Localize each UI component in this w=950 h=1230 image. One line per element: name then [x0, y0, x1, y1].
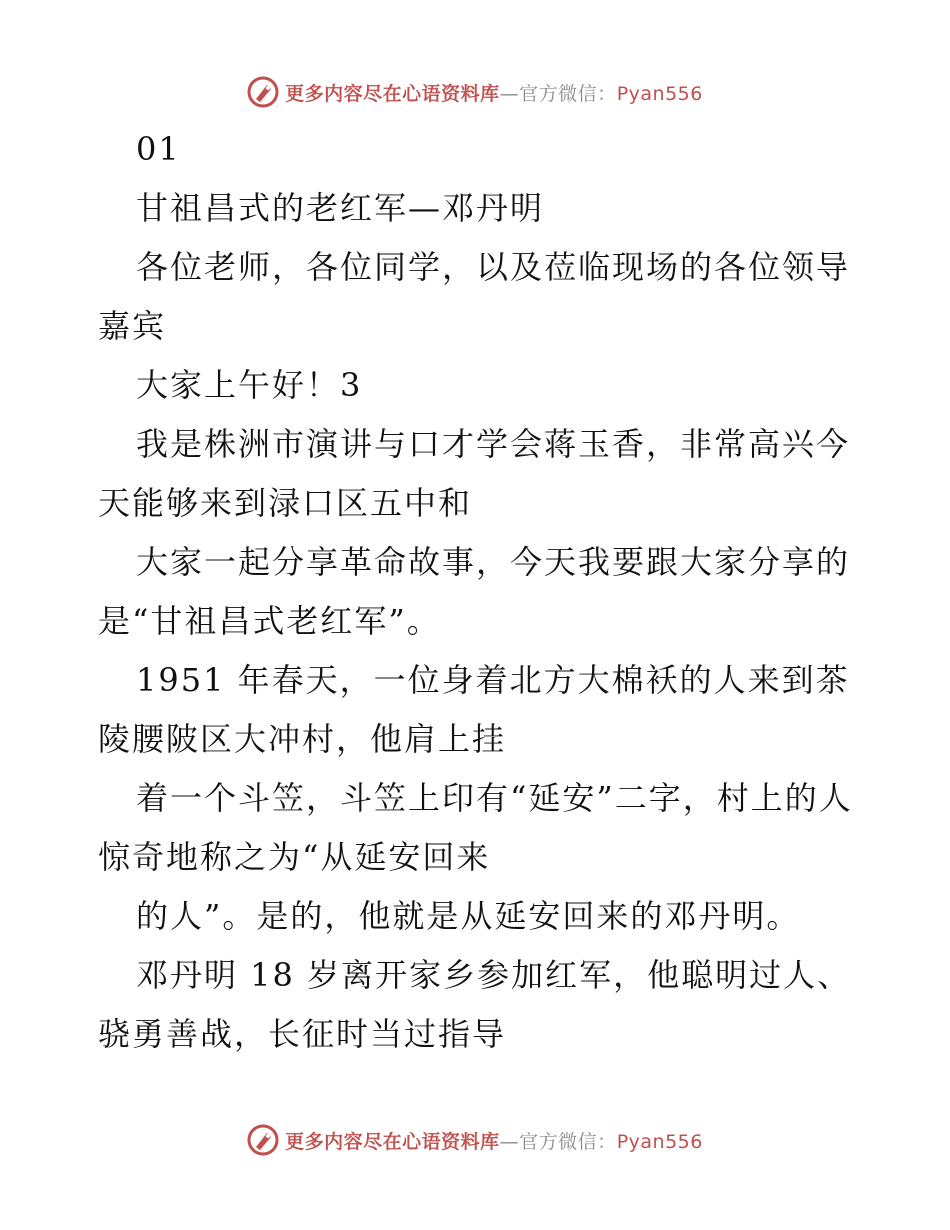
header-watermark-banner: [0, 72, 950, 112]
paragraph: 大家上午好！3: [136, 366, 363, 404]
watermark-text: 更多内容尽在心语资料库—官方微信：Pyan556: [285, 1130, 703, 1153]
pen-nib-logo-icon: [247, 1124, 279, 1156]
watermark-text: 更多内容尽在心语资料库—官方微信：Pyan556: [285, 82, 703, 105]
pen-nib-logo-icon: [247, 76, 279, 108]
paragraph: 邓丹明 18 岁离开家乡参加红军，他聪明过人、骁勇善战，长征时当过指导: [98, 956, 852, 1053]
document-body: [98, 120, 858, 1064]
paragraph: 01: [136, 130, 181, 168]
paragraph: 各位老师，各位同学，以及莅临现场的各位领导嘉宾: [98, 248, 851, 345]
paragraph: 甘祖昌式的老红军—邓丹明: [136, 189, 545, 227]
footer-watermark-banner: [0, 1120, 950, 1160]
paragraph: 我是株洲市演讲与口才学会蒋玉香，非常高兴今天能够来到渌口区五中和: [98, 425, 851, 522]
paragraph: 的人”。是的，他就是从延安回来的邓丹明。: [136, 897, 801, 935]
paragraph: 1951 年春天，一位身着北方大棉袄的人来到茶陵腰陂区大冲村，他肩上挂: [98, 661, 850, 758]
paragraph: 大家一起分享革命故事，今天我要跟大家分享的是“甘祖昌式老红军”。: [98, 543, 851, 640]
paragraph: 着一个斗笠，斗笠上印有“延安”二字，村上的人惊奇地称之为“从延安回来: [98, 779, 853, 876]
